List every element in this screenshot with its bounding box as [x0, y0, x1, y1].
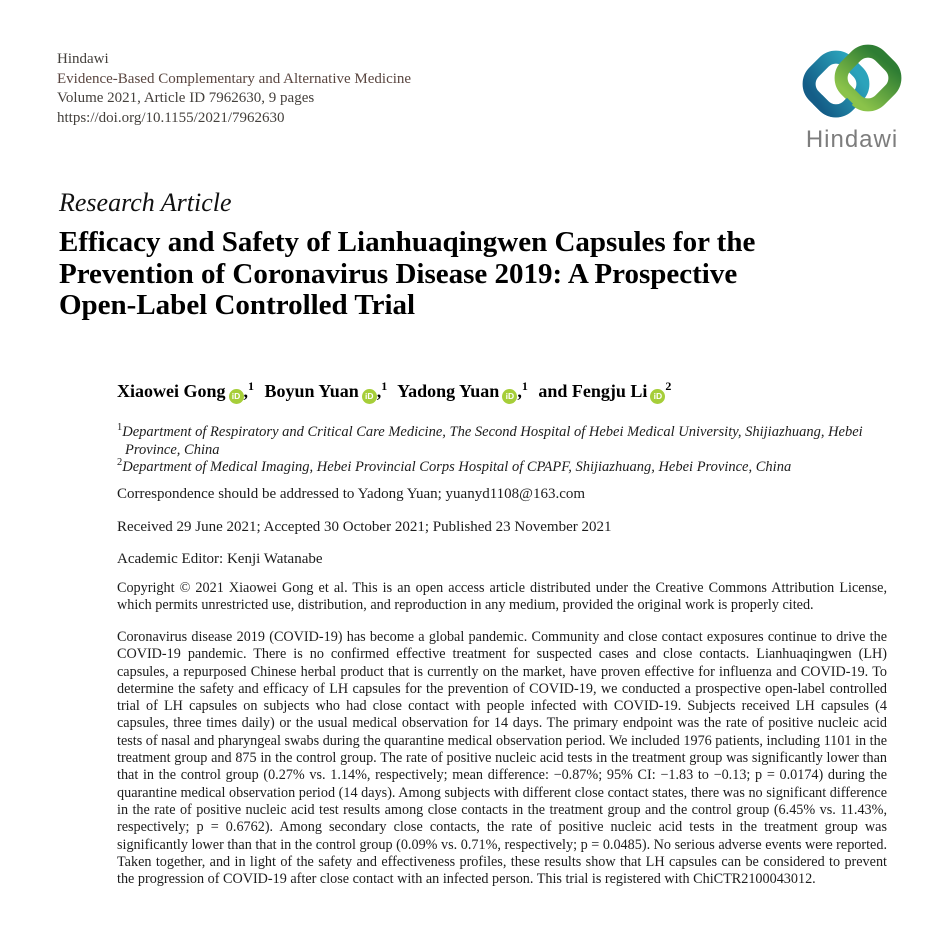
- author-affil-sup: 1: [381, 379, 388, 393]
- copyright-notice: Copyright © 2021 Xiaowei Gong et al. This is an open access article distributed under the Creative Commons Attribution License, which permits unrestricted use, distribution, and reproduction in any medium, provided the original work is properly cited.: [117, 580, 887, 614]
- affiliation-text: Department of Medical Imaging, Hebei Provincial Corps Hospital of CPAPF, Shijiazhuang, Hebei Province, China: [122, 459, 792, 475]
- orcid-icon-text: iD: [365, 391, 374, 401]
- orcid-icon-text: iD: [653, 391, 663, 401]
- orcid-icon[interactable]: [502, 389, 517, 404]
- author-affil-sup: 1: [521, 379, 528, 393]
- logo-wordmark: Hindawi: [805, 126, 899, 153]
- article-type-label: Research Article: [59, 188, 232, 217]
- author-affil-sup: 2: [665, 379, 672, 393]
- author-separator: ,: [243, 381, 249, 401]
- affiliation-number: 1: [117, 422, 123, 434]
- author-separator: ,: [376, 381, 382, 401]
- author-name: Yadong Yuan: [397, 381, 500, 401]
- hindawi-rings-icon: [800, 42, 904, 124]
- affiliation-text: Department of Respiratory and Critical Care Medicine, The Second Hospital of Hebei Medical University, Shijiazhuang, Hebei Province, China: [122, 424, 863, 458]
- author-byline: [117, 381, 677, 404]
- author: [265, 381, 388, 401]
- author: [538, 381, 671, 401]
- publisher-info: [57, 50, 411, 128]
- author: [397, 381, 528, 401]
- publisher-name: Hindawi: [57, 51, 109, 67]
- history-line: Received 29 June 2021; Accepted 30 October 2021; Published 23 November 2021: [117, 519, 612, 535]
- author-separator: ,: [517, 381, 522, 401]
- article-title: Efficacy and Safety of Lianhuaqingwen Capsules for the Prevention of Coronavirus Disease 2019: A Prospective Open-Label Controlled Trial: [59, 226, 756, 321]
- academic-editor-line: Academic Editor: Kenji Watanabe: [117, 551, 323, 567]
- author: [117, 381, 254, 401]
- author-name: Xiaowei Gong: [117, 381, 226, 401]
- author-affil-sup: 1: [248, 379, 255, 393]
- doi-link[interactable]: https://doi.org/10.1155/2021/7962630: [57, 109, 285, 126]
- volume-line: Volume 2021, Article ID 7962630, 9 pages: [57, 90, 315, 106]
- correspondence-line: Correspondence should be addressed to Yadong Yuan; yuanyd1108@163.com: [117, 486, 586, 502]
- affiliation: [117, 459, 887, 477]
- journal-name: Evidence-Based Complementary and Alternative Medicine: [57, 70, 412, 87]
- author-name: and Fengju Li: [538, 381, 648, 401]
- affiliations: [117, 424, 887, 477]
- orcid-icon[interactable]: [650, 389, 665, 404]
- publisher-logo: [791, 42, 913, 154]
- orcid-icon[interactable]: [362, 389, 377, 404]
- orcid-icon-text: iD: [505, 391, 515, 401]
- orcid-icon-text: iD: [231, 391, 241, 401]
- affiliation: [117, 424, 887, 459]
- affiliation-number: 2: [117, 457, 123, 469]
- abstract-text: Coronavirus disease 2019 (COVID-19) has become a global pandemic. Community and close contact exposures continue to drive the COVID-19 pandemic. There is no confirmed effective treatment for suspected cases and close contacts. Lianhuaqingwen (LH) capsules, a repurposed Chinese herbal product that is currently on the market, have proven effective for influenza and COVID-19. To determine the safety and efficacy of LH capsules for the prevention of COVID-19, we conducted a prospective open-label controlled trial of LH capsules on subjects who had close contact with people infected with COVID-19. Subjects received LH capsules (4 capsules, three times daily) or the usual medical observation for 14 days. The primary endpoint was the rate of positive nucleic acid tests of nasal and pharyngeal swabs during the quarantine medical observation period. We included 1976 patients, including 1101 in the treatment group and 875 in the control group. The rate of positive nucleic acid tests in the treatment group was significantly lower than that in the control group (0.27% vs. 1.14%, respectively; mean difference: −0.87%; 95% CI: −1.83 to −0.13; p = 0.0174) during the quarantine medical observation period (14 days). Among subjects with different close contact states, there was no significant difference in the rate of positive nucleic acid test results among close contacts in the treatment group and the control group (6.45% vs. 11.43%, respectively; p = 0.6762). Among secondary close contacts, the rate of positive nucleic acid tests in the treatment group was significantly lower than that in the control group (0.09% vs. 0.71%, respectively; p = 0.0485). No serious adverse events were reported. Taken together, and in light of the safety and effectiveness profiles, these results show that LH capsules can be considered to prevent the progression of COVID-19 after close contact with an infected person. This trial is registered with ChiCTR2100043012.: [117, 629, 887, 888]
- author-name: Boyun Yuan: [264, 381, 359, 401]
- orcid-icon[interactable]: [229, 389, 244, 404]
